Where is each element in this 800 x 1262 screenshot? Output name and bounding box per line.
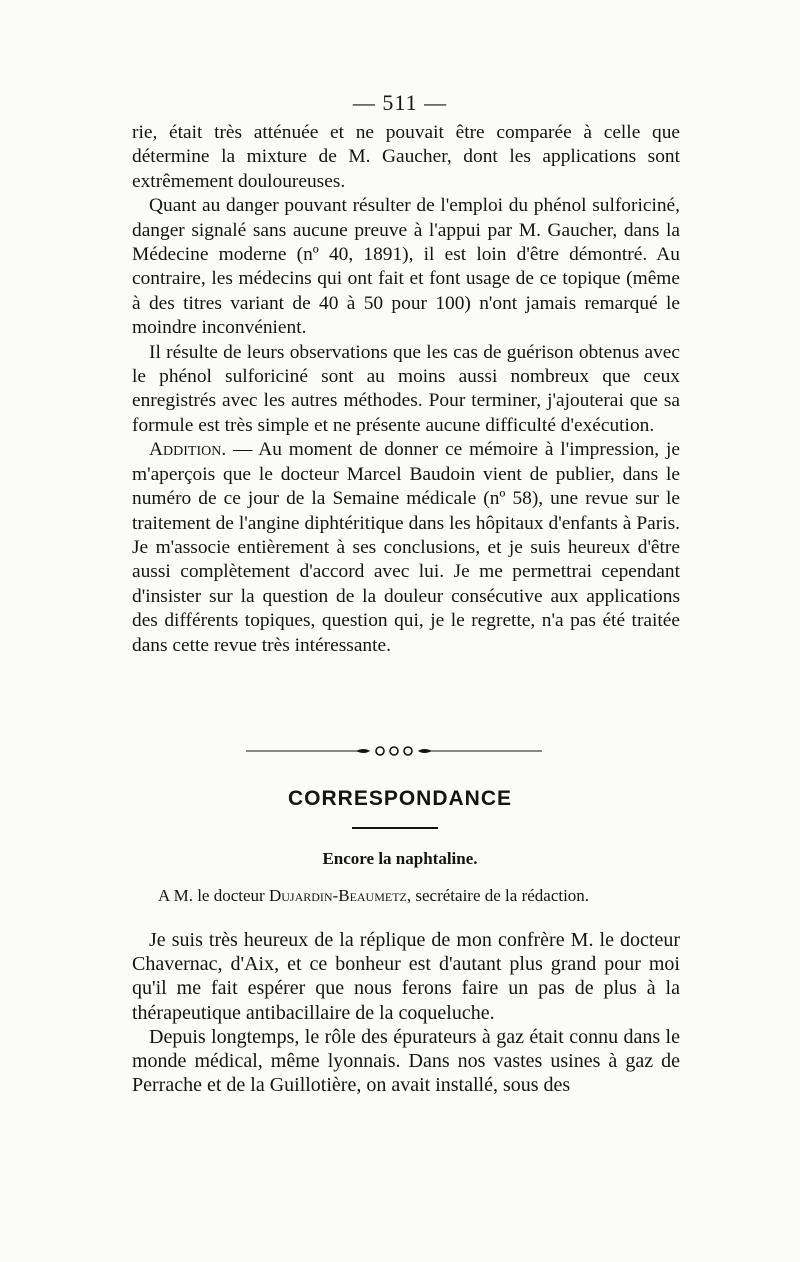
article-body bbox=[132, 121, 680, 658]
paragraph: Depuis longtemps, le rôle des épurateurs à gaz était connu dans le monde médical, même lyonnais. Dans nos vastes usines à gaz de Perrache et de la Guillotière, on avait installé, sous des bbox=[132, 1025, 680, 1097]
paragraph: Il résulte de leurs observations que les cas de guérison obtenus avec le phénol sulforiciné sont au moins aussi nombreux que ceux enregistrés avec les autres méthodes. Pour terminer, j'ajouterai que sa formule est très simple et ne présente aucune difficulté d'exécution. bbox=[132, 341, 680, 436]
letter-body bbox=[132, 928, 680, 1097]
ornamental-divider bbox=[246, 745, 542, 757]
title-rule bbox=[352, 827, 438, 829]
addressee-suffix: , secrétaire de la rédaction. bbox=[406, 886, 590, 905]
addressee-line bbox=[158, 886, 718, 906]
page-number: — 511 — bbox=[352, 90, 448, 115]
paragraph: Quant au danger pouvant résulter de l'emploi du phénol sulforiciné, danger signalé sans aucune preuve à l'appui par M. Gaucher, dans la Médecine moderne (nº 40, 1891), il est loin d'être démontré. Au contraire, les médecins qui ont fait et font usage de ce topique (même à des titres variant de 40 à 50 pour 100) n'ont jamais remarqué le moindre inconvénient. bbox=[132, 195, 680, 339]
subtitle: Encore la naphtaline. bbox=[322, 849, 478, 868]
addition-paragraph bbox=[132, 438, 680, 658]
section-title: CORRESPONDANCE bbox=[287, 787, 513, 810]
addressee-prefix: A M. le docteur bbox=[158, 886, 269, 905]
addition-text: — Au moment de donner ce mémoire à l'impression, je m'aperçois que le docteur Marcel Baudoin vient de publier, dans le numéro de ce jour de la Semaine médicale (nº 58), une revue sur le traitement de l'angine diphtéritique dans les hôpitaux d'enfants à Paris. Je m'associe entièrement à ses conclusions, et je suis heureux d'être aussi complètement d'accord avec lui. Je me permettrai cependant d'insister sur la question de la douleur consécutive aux applications des différents topiques, question qui, je le regrette, n'a pas été traitée dans cette revue très intéressante. bbox=[132, 439, 680, 656]
addition-label: Addition. bbox=[149, 439, 227, 461]
paragraph: Je suis très heureux de la réplique de mon confrère M. le docteur Chavernac, d'Aix, et ce bonheur est d'autant plus grand pour moi qu'il me fait espérer que nous ferons faire un pas de plus à la thérapeutique antibacillaire de la coqueluche. bbox=[132, 929, 680, 1024]
addressee-name: Dujardin-Beaumetz bbox=[268, 886, 407, 905]
paragraph: rie, était très atténuée et ne pouvait être comparée à celle que détermine la mixture de M. Gaucher, dont les applications sont extrêmement douloureuses. bbox=[132, 122, 680, 192]
